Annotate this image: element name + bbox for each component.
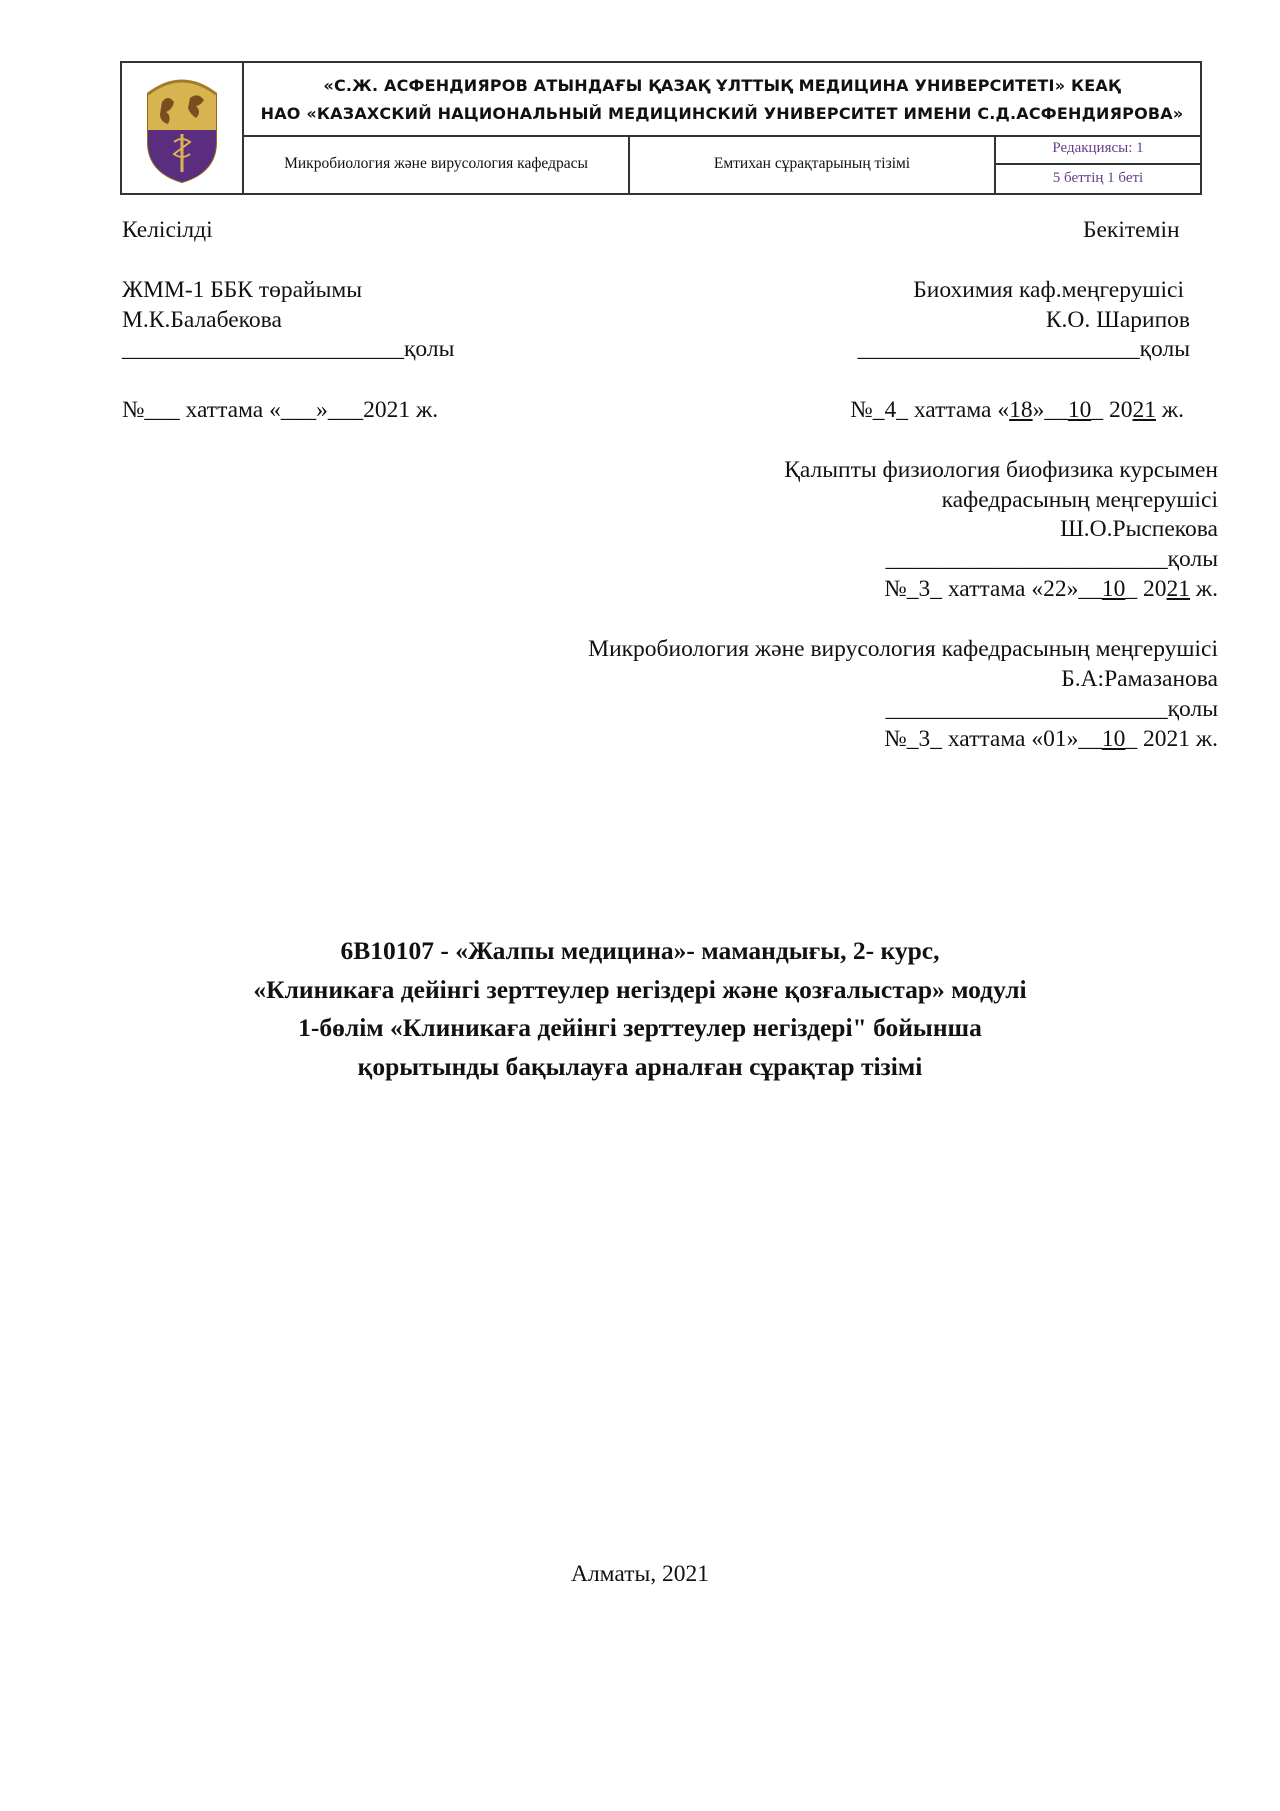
doc-type-cell — [630, 137, 996, 193]
university-name-cell — [244, 63, 1200, 137]
right-signature-line: ________________________қолы — [857, 336, 1190, 362]
document-title — [0, 932, 1280, 1086]
page-info: 5 беттің 1 беті — [1052, 170, 1144, 186]
university-name-kazakh: «С.Ж. АСФЕНДИЯРОВ АТЫНДАҒЫ ҚАЗАҚ ҰЛТТЫҚ МЕДИЦИНА УНИВЕРСИТЕТІ» КЕАҚ — [323, 76, 1121, 95]
title-line-4: қорытынды бақылауға арналған сұрақтар тізімі — [357, 1051, 923, 1081]
title-line-3: 1-бөлім «Клиникаға дейінгі зерттеулер негіздері" бойынша — [298, 1013, 982, 1042]
microbiology-head-name: Б.А:Рамазанова — [1061, 666, 1218, 692]
physiology-signature-line: ________________________қолы — [885, 546, 1218, 572]
university-logo — [122, 63, 244, 193]
department-cell — [244, 137, 630, 193]
left-protocol: №___ хаттама «___»___2021 ж. — [122, 397, 439, 423]
microbiology-dept-head: Микробиология және вирусология кафедрасының меңгерушісі — [588, 636, 1218, 662]
document-header — [120, 61, 1202, 195]
left-signature-line: ________________________қолы — [122, 336, 455, 362]
physiology-head-name: Ш.О.Рыспекова — [1060, 516, 1218, 542]
edition-number: Редакциясы: 1 — [1052, 140, 1144, 156]
physiology-dept-line1: Қалыпты физиология биофизика курсымен — [784, 457, 1218, 483]
document-type: Емтихан сұрақтарының тізімі — [713, 155, 911, 172]
department-name: Микробиология және вирусология кафедрасы — [284, 155, 588, 172]
university-emblem-icon — [140, 72, 224, 184]
right-role: Биохимия каф.меңгерушісі — [913, 277, 1184, 303]
agreed-heading: Келісілді — [122, 217, 213, 243]
title-line-1: 6В10107 - «Жалпы медицина»- мамандығы, 2- курс, — [340, 936, 940, 965]
microbiology-signature-line: ________________________қолы — [885, 696, 1218, 722]
university-name-russian: НАО «КАЗАХСКИЙ НАЦИОНАЛЬНЫЙ МЕДИЦИНСКИЙ УНИВЕРСИТЕТ ИМЕНИ С.Д.АСФЕНДИЯРОВА» — [260, 104, 1184, 123]
physiology-dept-line2: кафедрасының меңгерушісі — [941, 487, 1218, 513]
approved-heading: Бекітемін — [1083, 217, 1180, 243]
title-line-2: «Клиникаға дейінгі зерттеулер негіздері және қозғалыстар» модулі — [253, 974, 1027, 1004]
physiology-protocol: №_3_ хаттама «22»__10_ 2021 ж. — [884, 576, 1218, 602]
right-name: К.О. Шарипов — [1045, 307, 1190, 333]
left-role: ЖММ-1 ББК төрайымы — [122, 277, 363, 303]
city-year: Алматы, 2021 — [570, 1561, 710, 1587]
page-info-cell — [996, 165, 1200, 193]
edition-cell — [996, 137, 1200, 165]
microbiology-protocol: №_3_ хаттама «01»__10_ 2021 ж. — [884, 726, 1218, 752]
right-protocol: №_4_ хаттама «18»__10_ 2021 ж. — [850, 397, 1184, 423]
left-name: М.К.Балабекова — [122, 307, 282, 333]
